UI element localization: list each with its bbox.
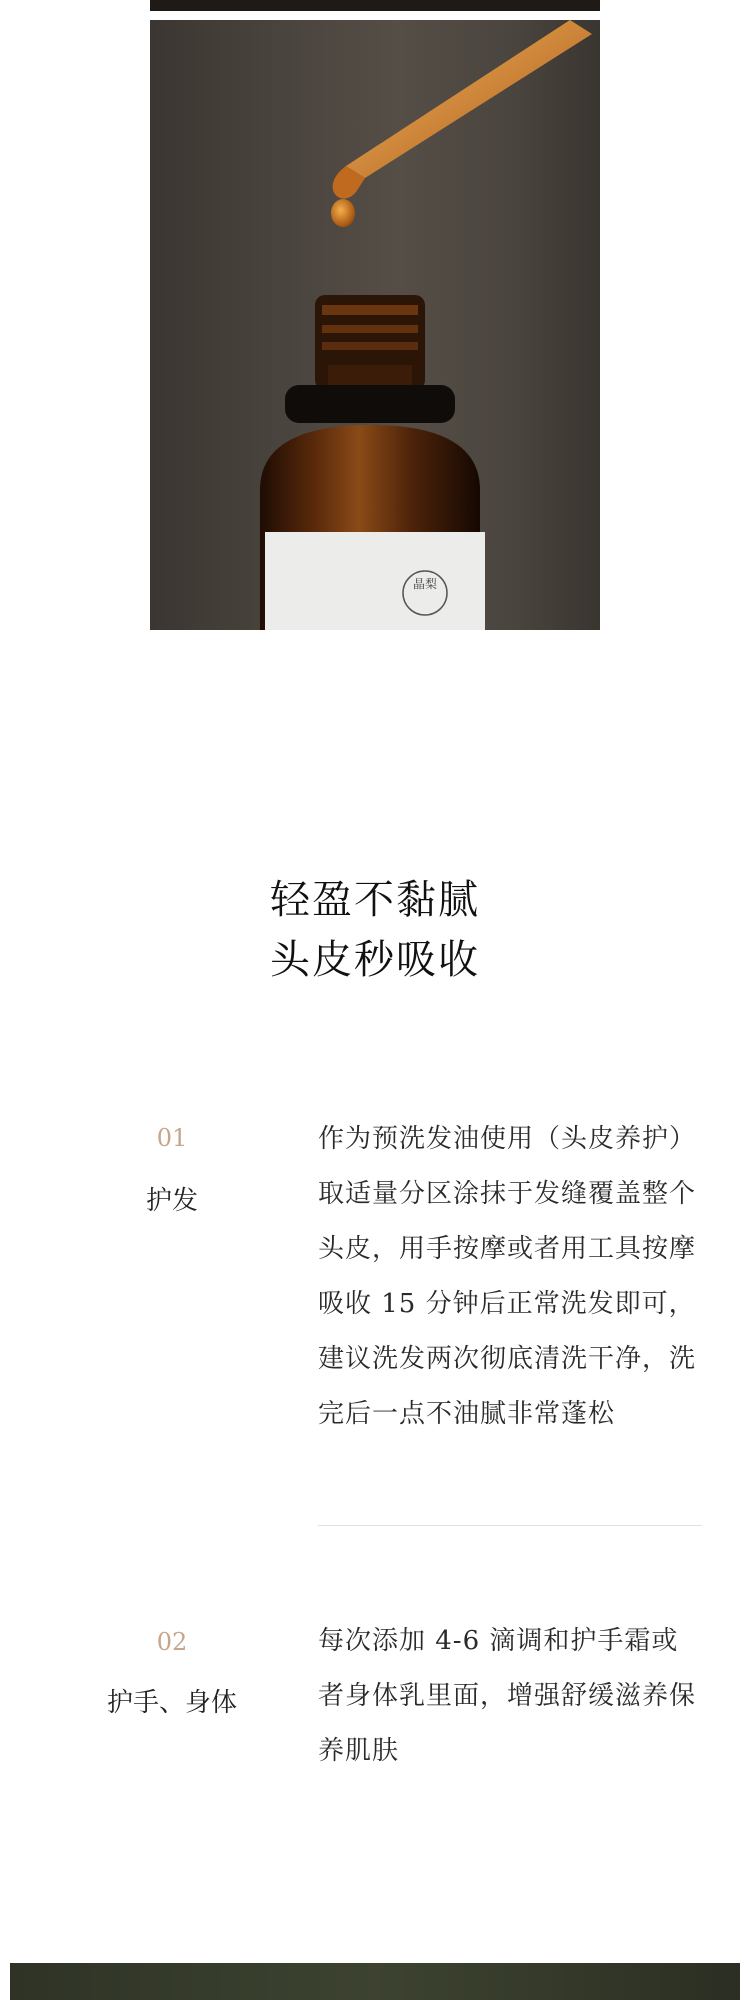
headline-line-2: 头皮秒吸收 — [270, 937, 480, 983]
product-photo-dropper-bottle — [150, 20, 600, 630]
step-label: 护手、身体 — [106, 1688, 237, 1718]
top-image-edge — [150, 0, 600, 11]
step-number: 01 — [156, 1124, 188, 1152]
oil-drop-icon — [331, 199, 355, 227]
step-description: 作为预洗发油使用（头皮养护）取适量分区涂抹于发缝覆盖整个头皮，用手按摩或者用工具按摩吸收 15 分钟后正常洗发即可，建议洗发两次彻底清洗干净，洗完后一点不油腻非常蓬松 — [318, 1124, 697, 1429]
step-label: 护发 — [145, 1186, 198, 1216]
step-number: 02 — [156, 1628, 188, 1656]
step-description: 每次添加 4-6 滴调和护手霜或者身体乳里面，增强舒缓滋养保养肌肤 — [318, 1626, 697, 1766]
headline-line-1: 轻盈不黏腻 — [270, 877, 480, 923]
dropper-icon — [331, 20, 592, 227]
divider — [318, 1525, 702, 1526]
svg-text:晶梨: 晶梨 — [412, 577, 438, 591]
next-section-image-edge — [10, 1963, 740, 2000]
